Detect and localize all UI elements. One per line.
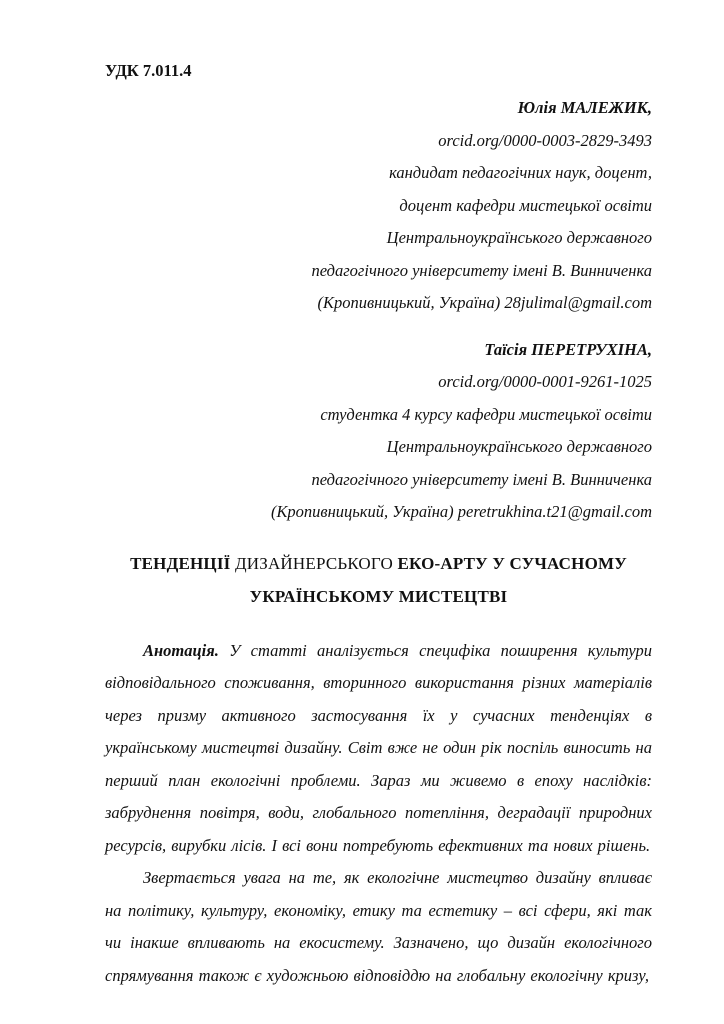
title-segment: ЕКО-АРТУ У СУЧАСНОМУ xyxy=(397,553,627,573)
author-university-cont: педагогічного університету імені В. Винниченка xyxy=(311,260,652,280)
author-university-cont: педагогічного університету імені В. Винниченка xyxy=(311,469,652,489)
title-segment: ДИЗАЙНЕРСЬКОГО xyxy=(234,553,398,573)
author-orcid: orcid.org/0000-0001-9261-1025 xyxy=(438,372,652,391)
abstract-text: У статті аналізується специфіка поширення культури відповідального споживання, вторинного використання різних матеріалів через призму активного застосування їх у сучасних тенденціях в українському мистецтві дизайну. Світ вже не один рік поспіль виносить на перший план екологічні проблеми. Зараз ми живемо в епоху наслідків: забруднення повітря, води, глобального потепління, деградації природних ресурсів, вирубки лісів. І всі вони потребують ефективних та нових рішень. xyxy=(105,640,652,855)
author-role: студентка 4 курсу кафедри мистецької освіти xyxy=(320,404,652,424)
author-degree: кандидат педагогічних наук, доцент, xyxy=(389,163,652,182)
author-position: доцент кафедри мистецької освіти xyxy=(399,195,652,215)
udc-code: УДК 7.011.4 xyxy=(105,61,192,80)
author-block-1 xyxy=(105,92,652,320)
article-title-line-1 xyxy=(105,547,652,580)
author-university: Центральноукраїнського державного xyxy=(386,228,652,247)
title-segment: ТЕНДЕНЦІЇ xyxy=(130,553,235,573)
author-orcid: orcid.org/0000-0003-2829-3493 xyxy=(438,130,652,150)
abstract-label: Анотація. xyxy=(143,640,219,660)
author-name: Таїсія ПЕРЕТРУХІНА, xyxy=(484,339,652,359)
author-university: Центральноукраїнського державного xyxy=(386,437,652,456)
author-location-email: (Кропивницький, Україна) 28julimal@gmail.com xyxy=(317,293,652,312)
author-name: Юлія МАЛЕЖИК, xyxy=(517,98,652,117)
author-block-2 xyxy=(105,334,652,529)
article-title-line-2: УКРАЇНСЬКОМУ МИСТЕЦТВІ xyxy=(249,586,508,606)
article-title xyxy=(105,547,652,613)
author-location-email: (Кропивницький, Україна) peretrukhina.t21@gmail.com xyxy=(270,502,652,521)
abstract-section xyxy=(105,635,652,993)
body-paragraph: Звертається увага на те, як екологічне мистецтво дизайну впливає на політику, культуру, економіку, етику та естетику – всі сфери, які так чи інакше впливають на екосистему. Зазначено, що дизайн екологічного спрямування також є художньою відповіддю на глобальну екологічну кризу, xyxy=(105,868,652,985)
abstract-paragraph xyxy=(105,635,652,863)
